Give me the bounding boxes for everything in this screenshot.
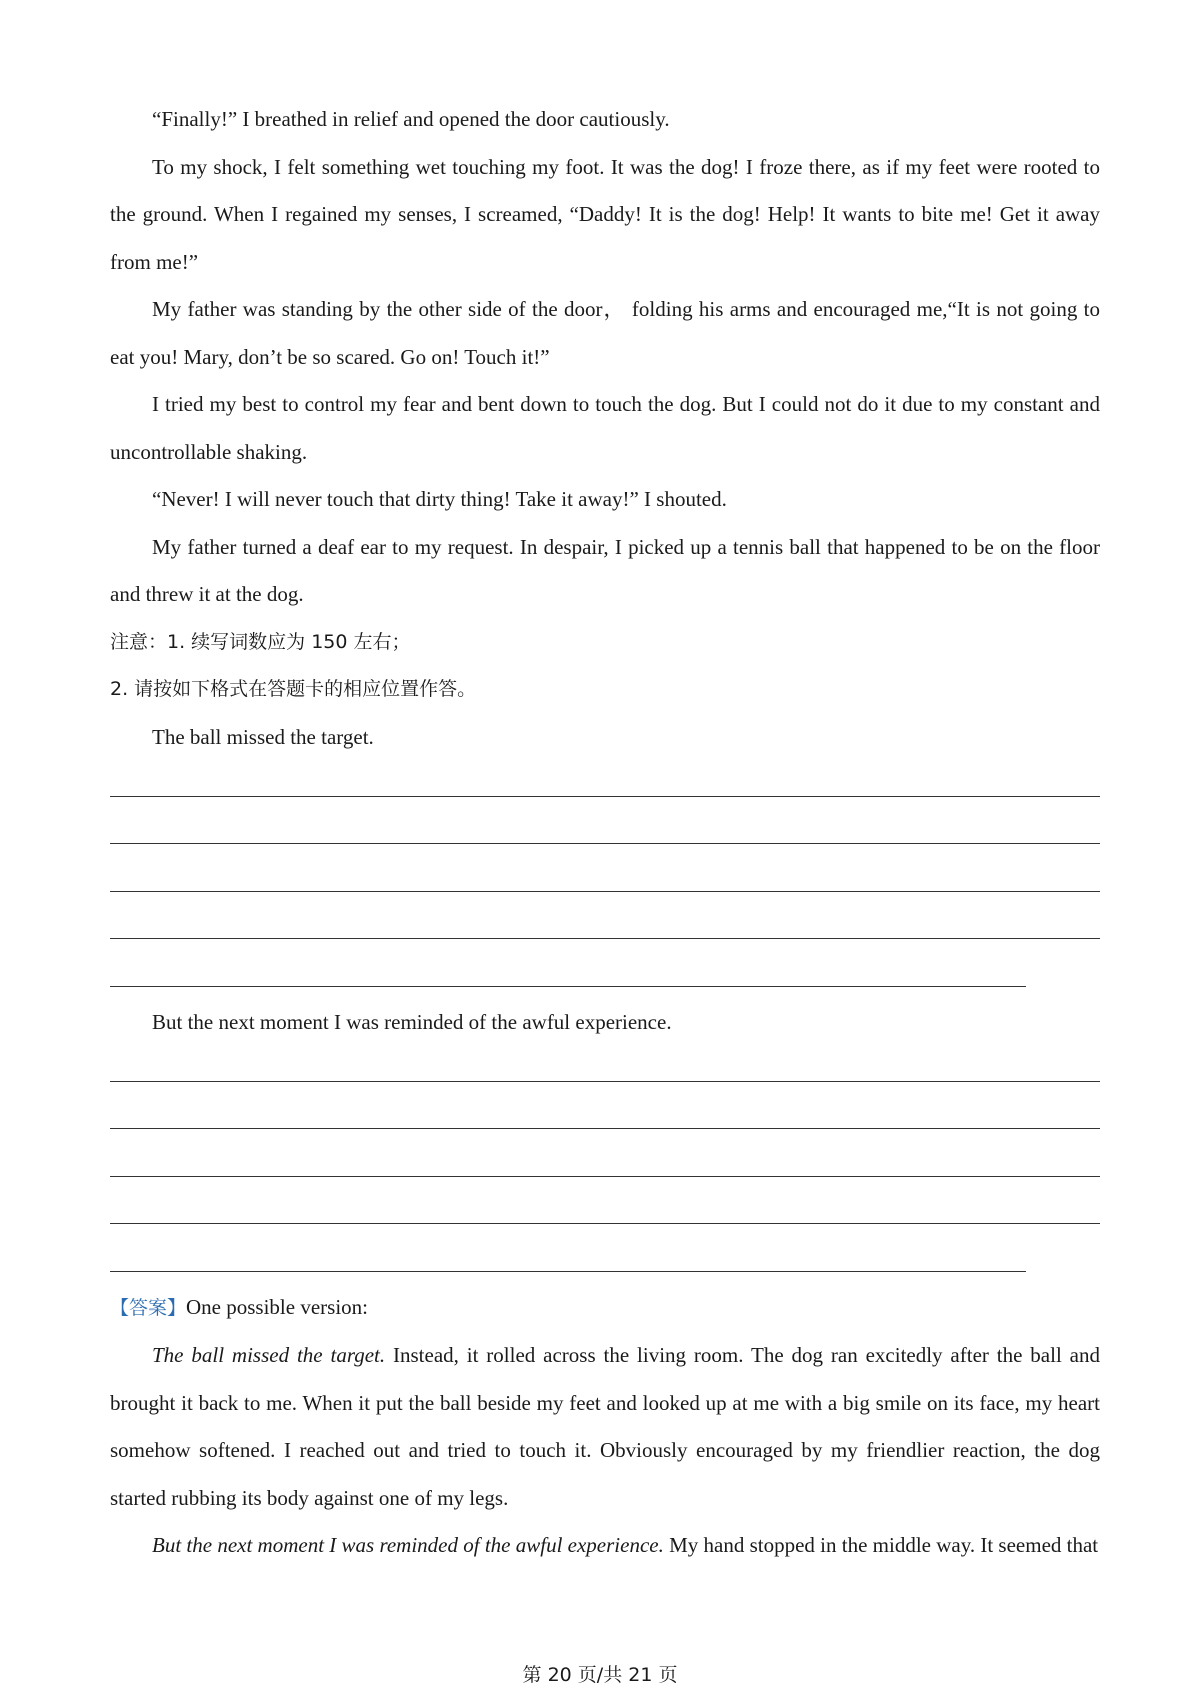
answer-paragraph-2-body: My hand stopped in the middle way. It seemed that — [663, 1533, 1099, 1557]
note-format: 2. 请按如下格式在答题卡的相应位置作答。 — [110, 678, 477, 700]
answer-paragraph-1 — [110, 1332, 1100, 1522]
answer-paragraph-1-body: Instead, it rolled across the living room. The dog ran excitedly after the ball and brought it back to me. When it put the ball beside my feet and looked up at me with a big smile on its face, my heart somehow softened. I reached out and tried to touch it. Obviously encouraged by my friendlier reaction, the dog started rubbing its body against one of my legs. — [110, 1343, 1100, 1510]
prompt-first: The ball missed the target. — [152, 724, 374, 749]
answer-heading — [110, 1284, 1100, 1333]
answer-intro: One possible version: — [186, 1294, 368, 1319]
writing-lines-first — [110, 761, 1100, 999]
writing-line[interactable] — [110, 904, 1100, 952]
writing-lines-second — [110, 1046, 1100, 1284]
writing-line[interactable] — [110, 761, 1100, 809]
paragraph-4: I tried my best to control my fear and bent down to touch the dog. But I could not do it due to my constant and uncontrollable shaking. — [110, 392, 1100, 464]
paragraph-3: My father was standing by the other side of the door， folding his arms and encouraged me,“It is not going to eat you! Mary, don’t be so scared. Go on! Touch it!” — [110, 297, 1100, 369]
writing-line[interactable] — [110, 1046, 1100, 1094]
writing-line[interactable] — [110, 1236, 1100, 1284]
writing-line[interactable] — [110, 951, 1100, 999]
note-word-count: 注意：1. 续写词数应为 150 左右； — [110, 630, 411, 653]
prompt-second: But the next moment I was reminded of the awful experience. — [152, 1009, 672, 1034]
writing-line[interactable] — [110, 1141, 1100, 1189]
paragraph-2: To my shock, I felt something wet touching my foot. It was the dog! I froze there, as if my feet were rooted to the ground. When I regained my senses, I screamed, “Daddy! It is the dog! Help! It wants to bite me! Get it away from me!” — [110, 154, 1100, 274]
paragraph-1: “Finally!” I breathed in relief and opened the door cautiously. — [152, 107, 670, 131]
writing-line[interactable] — [110, 809, 1100, 857]
answer-paragraph-1-lead: The ball missed the target. — [152, 1343, 386, 1367]
writing-line[interactable] — [110, 856, 1100, 904]
answer-tag: 【答案】 — [110, 1296, 187, 1319]
answer-paragraph-2-lead: But the next moment I was reminded of the awful experience. — [152, 1533, 664, 1557]
page-number: 第 20 页/共 21 页 — [522, 1664, 678, 1686]
answer-paragraph-2 — [110, 1522, 1100, 1570]
page-content — [110, 96, 1100, 1570]
writing-line[interactable] — [110, 1094, 1100, 1142]
writing-line[interactable] — [110, 1189, 1100, 1237]
paragraph-5: “Never! I will never touch that dirty thing! Take it away!” I shouted. — [152, 487, 727, 511]
paragraph-6: My father turned a deaf ear to my request. In despair, I picked up a tennis ball that happened to be on the floor and threw it at the dog. — [110, 534, 1100, 606]
